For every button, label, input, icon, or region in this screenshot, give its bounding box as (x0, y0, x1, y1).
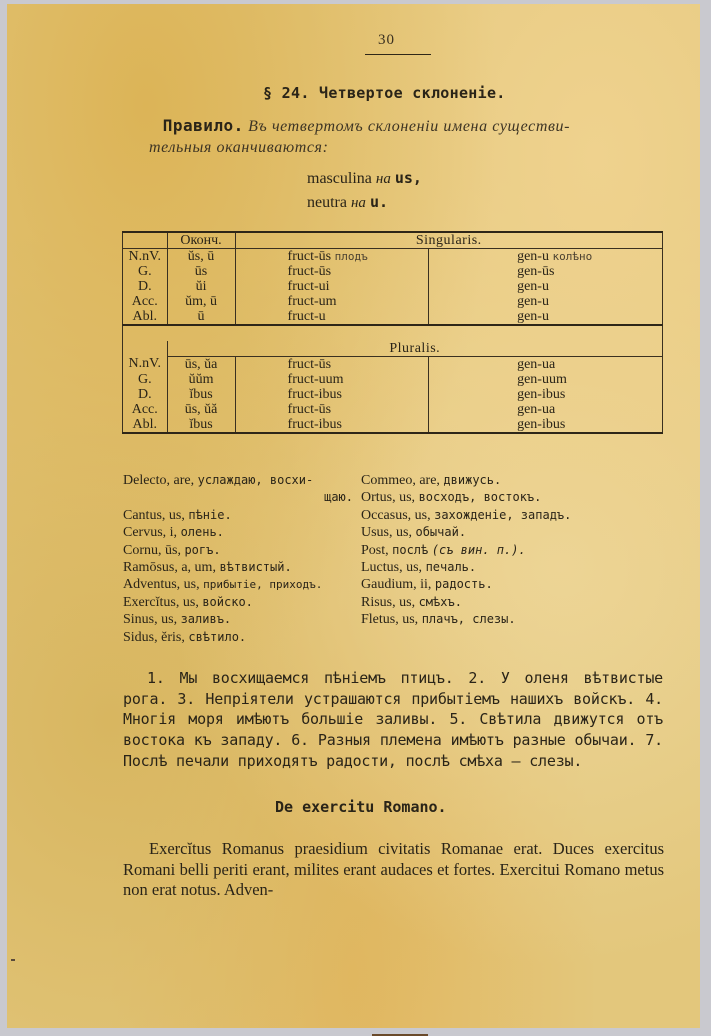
rule-paragraph (150, 115, 664, 158)
case-label: Abl. (123, 309, 168, 325)
vocab-entry (361, 524, 671, 541)
table-row (123, 417, 663, 433)
page-number-rule (365, 54, 431, 55)
vocab-entry (123, 542, 353, 559)
case-header (123, 341, 168, 357)
gen-gloss: колѣно (552, 249, 593, 263)
latin-word: Adventus, us, (123, 577, 200, 593)
fruct-cell: fruct-um (235, 294, 429, 309)
latin-word: Fletus, us, (361, 612, 419, 628)
latin-word: Luctus, us, (361, 560, 423, 576)
vocab-entry (123, 611, 353, 628)
rule-text-line2: тельныя оканчиваются: (149, 139, 329, 156)
fruct-cell: fruct-ibus (235, 417, 429, 433)
vocab-entry (361, 472, 671, 489)
table-row (123, 402, 663, 417)
vocab-entry (361, 559, 671, 576)
ending-cell: ĭbus (167, 387, 235, 402)
russian-gloss: послѣ (392, 542, 429, 557)
latin-word: Ortus, us, (361, 490, 416, 506)
reading-title: De exercitu Romano. (275, 798, 447, 816)
russian-gloss: печаль. (425, 560, 477, 575)
ending-cell: ū (167, 309, 235, 325)
russian-gloss: услаждаю, восхи- (197, 473, 314, 487)
gen-cell: gen-u (517, 308, 549, 324)
vocab-entry (123, 576, 353, 593)
vocabulary-right-column (361, 472, 671, 629)
russian-gloss: щаю. (324, 490, 353, 505)
russian-gloss: олень. (180, 525, 224, 540)
latin-word: Usus, us, (361, 525, 412, 541)
russian-gloss: рогъ. (184, 542, 221, 557)
vocab-entry (361, 594, 671, 611)
translation-exercise (123, 668, 663, 772)
fruct-cell: fruct-ibus (235, 387, 429, 402)
gen-cell: gen-u (517, 293, 549, 309)
latin-word: Gaudium, ii, (361, 577, 432, 593)
exercise-text: 1. Мы восхищаемся пѣніемъ птицъ. 2. У оленя вѣтвистые рога. 3. Непріятели устрашаются прибытіемъ нашихъ войскъ. 4. Многія моря имѣютъ большіе заливы. 5. Свѣтила движутся отъ востока къ западу. 6. Разныя племена имѣютъ разные обычаи. 7. Послѣ печали приходятъ радости, послѣ смѣха — слезы. (123, 669, 663, 770)
singular-header: Singularis. (235, 232, 662, 249)
russian-gloss: пѣніе. (188, 507, 232, 522)
fruct-cell (235, 249, 429, 265)
case-label: G. (123, 372, 168, 387)
table-row (123, 387, 663, 402)
gen-cell: gen-uum (517, 371, 567, 387)
rule-label: Правило. (162, 116, 244, 135)
table-row (123, 309, 663, 325)
latin-word: Risus, us, (361, 594, 416, 610)
ending-cell: ŭi (167, 279, 235, 294)
gen-cell: gen-ibus (517, 416, 566, 432)
russian-gloss: радость. (434, 577, 493, 592)
latin-word: Sidus, ĕris, (123, 629, 185, 645)
russian-gloss: плачъ, слезы. (421, 612, 516, 627)
vocab-entry (123, 629, 353, 646)
vocab-entry (361, 576, 671, 593)
vocab-entry (361, 611, 671, 628)
latin-word: Ramōsus, a, um, (123, 560, 216, 576)
reading-paragraph: Exercĭtus Romanus praesidium civitatis Romanae erat. Duces exercitus Romani belli periti erant, milites erant audaces et fortes. Exercitui Romano metus non erat notus. Adven- (123, 839, 664, 899)
latin-word: Post, (361, 542, 389, 558)
rule-text-line1: Въ четвертомъ склоненіи имена существи- (248, 118, 571, 135)
grammar-note: (съ вин. п.). (431, 542, 526, 557)
vocab-entry-continuation (123, 489, 353, 506)
latin-word: Cornu, ūs, (123, 542, 181, 558)
ending-cell: ĭbus (167, 417, 235, 433)
ending-cell: ŭs, ū (167, 249, 235, 265)
ending-cell: ūs, ŭa (167, 357, 235, 373)
fruct-cell: fruct-ūs (235, 402, 429, 417)
table-row (123, 372, 663, 387)
vocab-entry (123, 559, 353, 576)
gen-cell: gen-ūs (517, 263, 555, 279)
vocab-entry (361, 507, 671, 524)
case-label: D. (123, 387, 168, 402)
declension-table (122, 231, 663, 434)
russian-gloss: свѣтило. (188, 629, 247, 644)
fruct-gloss: плодъ (334, 249, 368, 263)
fruct-cell: fruct-uum (235, 372, 429, 387)
table-row (123, 294, 663, 309)
vocabulary-left-column (123, 472, 353, 646)
gender-label: masculina (307, 170, 372, 187)
table-header-row (123, 232, 663, 249)
ending-header: Оконч. (167, 232, 235, 249)
vocab-entry (361, 489, 671, 506)
russian-gloss: восходъ, востокъ. (418, 490, 542, 505)
vocab-entry (361, 542, 671, 559)
russian-gloss: прибытіе, приходъ. (203, 578, 323, 592)
scanned-book-page (7, 4, 700, 1028)
case-label: Abl. (123, 417, 168, 433)
russian-gloss: вѣтвистый. (219, 560, 292, 575)
plural-header: Pluralis. (167, 341, 662, 357)
section-title: § 24. Четвертое склоненіе. (263, 84, 506, 102)
vocab-entry (123, 524, 353, 541)
preposition: на (375, 171, 391, 187)
latin-word: Sinus, us, (123, 612, 178, 628)
scan-speck (11, 959, 15, 961)
case-label: Acc. (123, 402, 168, 417)
vocab-entry (123, 594, 353, 611)
gen-cell (429, 249, 663, 265)
case-label: N.nV. (123, 357, 168, 373)
ending-cell: ūs (167, 264, 235, 279)
case-label: D. (123, 279, 168, 294)
table-row (123, 357, 663, 373)
case-label: Acc. (123, 294, 168, 309)
ending-value: u. (369, 193, 388, 211)
gen-cell: gen-ua (517, 356, 556, 372)
russian-gloss: войско. (202, 594, 253, 609)
case-label: G. (123, 264, 168, 279)
russian-gloss: обычай. (415, 525, 467, 540)
gen-cell: gen-ua (517, 401, 556, 417)
latin-word: Occasus, us, (361, 507, 431, 523)
fruct-cell: fruct-ūs (235, 357, 429, 373)
latin-word: Cantus, us, (123, 507, 185, 523)
russian-gloss: захожденіе, западъ. (434, 507, 572, 522)
ending-value: us, (394, 169, 422, 187)
preposition: на (350, 195, 366, 211)
latin-word: Delecto, are, (123, 473, 195, 488)
ending-neutra (307, 193, 388, 212)
ending-cell: ŭŭm (167, 372, 235, 387)
latin-word: Cervus, i, (123, 525, 178, 541)
plural-header-row (123, 341, 663, 357)
case-header (123, 232, 168, 249)
case-label: N.nV. (123, 249, 168, 265)
ending-cell: ŭm, ū (167, 294, 235, 309)
ending-cell: ūs, ŭă (167, 402, 235, 417)
fruct-form: fruct-ūs (287, 248, 332, 264)
gen-cell: gen-u (517, 278, 549, 294)
gen-cell: gen-ibus (517, 386, 566, 402)
vocab-entry (123, 507, 353, 524)
fruct-cell: fruct-ui (235, 279, 429, 294)
russian-gloss: заливъ. (180, 612, 232, 627)
vocab-entry (123, 472, 353, 489)
russian-gloss: смѣхъ. (418, 594, 462, 609)
ending-masculina (307, 169, 422, 188)
russian-gloss: движусь. (443, 473, 502, 487)
table-row (123, 279, 663, 294)
latin-word: Commeo, are, (361, 473, 440, 488)
fruct-cell: fruct-ūs (235, 264, 429, 279)
table-divider (123, 325, 663, 341)
gen-form: gen-u (517, 248, 549, 264)
table-row (123, 264, 663, 279)
divider-cell (123, 325, 663, 341)
fruct-cell: fruct-u (235, 309, 429, 325)
latin-word: Exercĭtus, us, (123, 594, 199, 610)
table-row (123, 249, 663, 265)
gender-label: neutra (307, 194, 347, 211)
page-number: 30 (378, 32, 395, 48)
